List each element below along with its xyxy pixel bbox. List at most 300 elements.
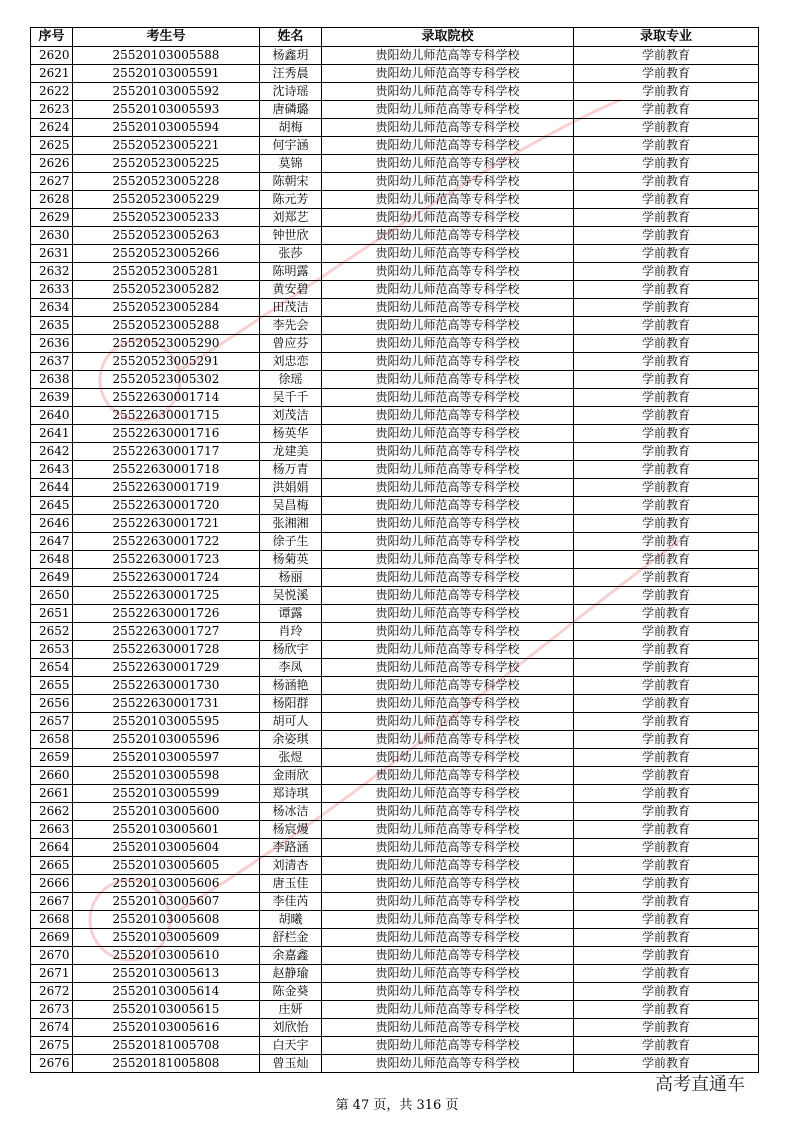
cell-seq: 2658	[31, 731, 73, 749]
cell-exam-id: 25522630001719	[73, 479, 260, 497]
table-row	[31, 1055, 759, 1073]
cell-exam-id: 25522630001723	[73, 551, 260, 569]
admission-table	[30, 27, 759, 1073]
cell-seq: 2632	[31, 263, 73, 281]
cell-seq: 2665	[31, 857, 73, 875]
cell-name: 钟世欣	[260, 227, 322, 245]
cell-seq: 2671	[31, 965, 73, 983]
cell-name: 吴千千	[260, 389, 322, 407]
cell-seq: 2633	[31, 281, 73, 299]
table-row	[31, 407, 759, 425]
cell-seq: 2664	[31, 839, 73, 857]
cell-school: 贵阳幼儿师范高等专科学校	[322, 1001, 574, 1019]
cell-name: 张煜	[260, 749, 322, 767]
cell-seq: 2623	[31, 101, 73, 119]
cell-seq: 2653	[31, 641, 73, 659]
cell-major: 学前教育	[574, 371, 759, 389]
cell-name: 吴悦溪	[260, 587, 322, 605]
cell-name: 舒栏金	[260, 929, 322, 947]
cell-school: 贵阳幼儿师范高等专科学校	[322, 407, 574, 425]
cell-exam-id: 25522630001730	[73, 677, 260, 695]
cell-major: 学前教育	[574, 587, 759, 605]
cell-exam-id: 25522630001721	[73, 515, 260, 533]
cell-name: 郑诗琪	[260, 785, 322, 803]
cell-seq: 2675	[31, 1037, 73, 1055]
table-row	[31, 965, 759, 983]
cell-exam-id: 25520523005228	[73, 173, 260, 191]
cell-school: 贵阳幼儿师范高等专科学校	[322, 821, 574, 839]
cell-seq: 2647	[31, 533, 73, 551]
cell-seq: 2646	[31, 515, 73, 533]
cell-school: 贵阳幼儿师范高等专科学校	[322, 785, 574, 803]
cell-major: 学前教育	[574, 803, 759, 821]
cell-seq: 2676	[31, 1055, 73, 1073]
cell-school: 贵阳幼儿师范高等专科学校	[322, 857, 574, 875]
cell-seq: 2659	[31, 749, 73, 767]
cell-seq: 2654	[31, 659, 73, 677]
cell-major: 学前教育	[574, 785, 759, 803]
cell-school: 贵阳幼儿师范高等专科学校	[322, 551, 574, 569]
table-row	[31, 245, 759, 263]
cell-major: 学前教育	[574, 677, 759, 695]
header-school: 录取院校	[322, 28, 574, 47]
cell-exam-id: 25522630001731	[73, 695, 260, 713]
table-row	[31, 479, 759, 497]
cell-school: 贵阳幼儿师范高等专科学校	[322, 479, 574, 497]
cell-exam-id: 25520103005591	[73, 65, 260, 83]
table-row	[31, 461, 759, 479]
table-row	[31, 929, 759, 947]
cell-major: 学前教育	[574, 1019, 759, 1037]
table-row	[31, 263, 759, 281]
cell-seq: 2641	[31, 425, 73, 443]
cell-name: 杨丽	[260, 569, 322, 587]
cell-major: 学前教育	[574, 155, 759, 173]
cell-seq: 2661	[31, 785, 73, 803]
cell-school: 贵阳幼儿师范高等专科学校	[322, 47, 574, 65]
cell-name: 肖玲	[260, 623, 322, 641]
table-row	[31, 533, 759, 551]
cell-school: 贵阳幼儿师范高等专科学校	[322, 461, 574, 479]
page-footer: 第 47 页，共 316 页	[335, 1098, 459, 1113]
cell-major: 学前教育	[574, 299, 759, 317]
table-row	[31, 371, 759, 389]
cell-exam-id: 25520103005596	[73, 731, 260, 749]
cell-major: 学前教育	[574, 443, 759, 461]
cell-school: 贵阳幼儿师范高等专科学校	[322, 605, 574, 623]
cell-name: 杨欣宇	[260, 641, 322, 659]
cell-seq: 2666	[31, 875, 73, 893]
cell-school: 贵阳幼儿师范高等专科学校	[322, 119, 574, 137]
cell-major: 学前教育	[574, 767, 759, 785]
cell-major: 学前教育	[574, 569, 759, 587]
cell-name: 刘忠恋	[260, 353, 322, 371]
cell-name: 黄安碧	[260, 281, 322, 299]
cell-seq: 2670	[31, 947, 73, 965]
cell-school: 贵阳幼儿师范高等专科学校	[322, 497, 574, 515]
cell-exam-id: 25522630001726	[73, 605, 260, 623]
cell-major: 学前教育	[574, 749, 759, 767]
cell-seq: 2630	[31, 227, 73, 245]
cell-major: 学前教育	[574, 929, 759, 947]
cell-exam-id: 25520103005597	[73, 749, 260, 767]
cell-exam-id: 25520181005808	[73, 1055, 260, 1073]
cell-school: 贵阳幼儿师范高等专科学校	[322, 101, 574, 119]
table-row	[31, 443, 759, 461]
cell-exam-id: 25520103005609	[73, 929, 260, 947]
cell-name: 李佳芮	[260, 893, 322, 911]
cell-name: 杨万青	[260, 461, 322, 479]
cell-major: 学前教育	[574, 947, 759, 965]
cell-major: 学前教育	[574, 1001, 759, 1019]
cell-major: 学前教育	[574, 263, 759, 281]
header-exam-id: 考生号	[73, 28, 260, 47]
cell-school: 贵阳幼儿师范高等专科学校	[322, 893, 574, 911]
cell-name: 陈朝宋	[260, 173, 322, 191]
cell-exam-id: 25520181005708	[73, 1037, 260, 1055]
cell-seq: 2620	[31, 47, 73, 65]
cell-name: 杨菊英	[260, 551, 322, 569]
cell-exam-id: 25522630001714	[73, 389, 260, 407]
cell-name: 徐子生	[260, 533, 322, 551]
cell-name: 唐玉佳	[260, 875, 322, 893]
cell-name: 徐瑶	[260, 371, 322, 389]
cell-major: 学前教育	[574, 191, 759, 209]
cell-seq: 2628	[31, 191, 73, 209]
cell-exam-id: 25520103005608	[73, 911, 260, 929]
cell-school: 贵阳幼儿师范高等专科学校	[322, 929, 574, 947]
cell-exam-id: 25520523005288	[73, 317, 260, 335]
table-row	[31, 155, 759, 173]
cell-school: 贵阳幼儿师范高等专科学校	[322, 587, 574, 605]
cell-school: 贵阳幼儿师范高等专科学校	[322, 533, 574, 551]
cell-major: 学前教育	[574, 515, 759, 533]
cell-school: 贵阳幼儿师范高等专科学校	[322, 677, 574, 695]
cell-name: 余姿琪	[260, 731, 322, 749]
cell-name: 汪秀晨	[260, 65, 322, 83]
table-row	[31, 677, 759, 695]
cell-name: 刘清杏	[260, 857, 322, 875]
cell-name: 白天宇	[260, 1037, 322, 1055]
cell-seq: 2625	[31, 137, 73, 155]
cell-name: 金雨欣	[260, 767, 322, 785]
cell-school: 贵阳幼儿师范高等专科学校	[322, 173, 574, 191]
cell-name: 刘茂洁	[260, 407, 322, 425]
table-header-row	[31, 28, 759, 47]
cell-exam-id: 25520103005593	[73, 101, 260, 119]
table-row	[31, 497, 759, 515]
cell-major: 学前教育	[574, 101, 759, 119]
cell-school: 贵阳幼儿师范高等专科学校	[322, 965, 574, 983]
cell-exam-id: 25522630001729	[73, 659, 260, 677]
cell-major: 学前教育	[574, 911, 759, 929]
cell-school: 贵阳幼儿师范高等专科学校	[322, 983, 574, 1001]
cell-school: 贵阳幼儿师范高等专科学校	[322, 839, 574, 857]
cell-exam-id: 25520523005263	[73, 227, 260, 245]
table-row	[31, 641, 759, 659]
cell-seq: 2627	[31, 173, 73, 191]
table-row	[31, 65, 759, 83]
cell-seq: 2660	[31, 767, 73, 785]
cell-exam-id: 25522630001717	[73, 443, 260, 461]
cell-school: 贵阳幼儿师范高等专科学校	[322, 281, 574, 299]
cell-exam-id: 25520103005606	[73, 875, 260, 893]
cell-name: 洪娟娟	[260, 479, 322, 497]
cell-major: 学前教育	[574, 983, 759, 1001]
admission-table-wrapper	[30, 27, 758, 1073]
cell-exam-id: 25520523005291	[73, 353, 260, 371]
cell-exam-id: 25520103005588	[73, 47, 260, 65]
table-row	[31, 821, 759, 839]
cell-seq: 2651	[31, 605, 73, 623]
cell-exam-id: 25520523005290	[73, 335, 260, 353]
cell-exam-id: 25520103005600	[73, 803, 260, 821]
cell-school: 贵阳幼儿师范高等专科学校	[322, 1019, 574, 1037]
header-name: 姓名	[260, 28, 322, 47]
cell-school: 贵阳幼儿师范高等专科学校	[322, 803, 574, 821]
table-row	[31, 1001, 759, 1019]
cell-exam-id: 25520103005610	[73, 947, 260, 965]
cell-school: 贵阳幼儿师范高等专科学校	[322, 227, 574, 245]
cell-name: 李先会	[260, 317, 322, 335]
header-major: 录取专业	[574, 28, 759, 47]
cell-seq: 2626	[31, 155, 73, 173]
cell-major: 学前教育	[574, 695, 759, 713]
cell-seq: 2673	[31, 1001, 73, 1019]
cell-exam-id: 25520103005595	[73, 713, 260, 731]
cell-major: 学前教育	[574, 1055, 759, 1073]
cell-name: 杨鑫玥	[260, 47, 322, 65]
table-row	[31, 1037, 759, 1055]
cell-exam-id: 25520103005598	[73, 767, 260, 785]
cell-name: 庄妍	[260, 1001, 322, 1019]
cell-school: 贵阳幼儿师范高等专科学校	[322, 443, 574, 461]
cell-major: 学前教育	[574, 137, 759, 155]
cell-major: 学前教育	[574, 893, 759, 911]
cell-major: 学前教育	[574, 389, 759, 407]
cell-major: 学前教育	[574, 65, 759, 83]
cell-seq: 2674	[31, 1019, 73, 1037]
cell-major: 学前教育	[574, 857, 759, 875]
cell-exam-id: 25522630001722	[73, 533, 260, 551]
cell-major: 学前教育	[574, 245, 759, 263]
cell-name: 杨宸熳	[260, 821, 322, 839]
cell-seq: 2655	[31, 677, 73, 695]
cell-major: 学前教育	[574, 227, 759, 245]
table-row	[31, 47, 759, 65]
cell-major: 学前教育	[574, 605, 759, 623]
table-body	[31, 47, 759, 1073]
cell-seq: 2648	[31, 551, 73, 569]
cell-school: 贵阳幼儿师范高等专科学校	[322, 1055, 574, 1073]
table-row	[31, 947, 759, 965]
cell-major: 学前教育	[574, 173, 759, 191]
cell-major: 学前教育	[574, 47, 759, 65]
cell-name: 胡可人	[260, 713, 322, 731]
cell-major: 学前教育	[574, 731, 759, 749]
table-row	[31, 713, 759, 731]
cell-name: 莫锦	[260, 155, 322, 173]
cell-exam-id: 25520103005599	[73, 785, 260, 803]
cell-school: 贵阳幼儿师范高等专科学校	[322, 83, 574, 101]
cell-seq: 2645	[31, 497, 73, 515]
table-row	[31, 569, 759, 587]
cell-seq: 2656	[31, 695, 73, 713]
table-row	[31, 209, 759, 227]
cell-major: 学前教育	[574, 875, 759, 893]
table-row	[31, 767, 759, 785]
cell-major: 学前教育	[574, 551, 759, 569]
cell-school: 贵阳幼儿师范高等专科学校	[322, 65, 574, 83]
table-row	[31, 875, 759, 893]
cell-school: 贵阳幼儿师范高等专科学校	[322, 389, 574, 407]
cell-name: 杨英华	[260, 425, 322, 443]
cell-major: 学前教育	[574, 623, 759, 641]
cell-name: 田茂洁	[260, 299, 322, 317]
cell-major: 学前教育	[574, 317, 759, 335]
cell-major: 学前教育	[574, 209, 759, 227]
cell-seq: 2636	[31, 335, 73, 353]
cell-seq: 2657	[31, 713, 73, 731]
cell-major: 学前教育	[574, 461, 759, 479]
table-row	[31, 623, 759, 641]
cell-exam-id: 25522630001728	[73, 641, 260, 659]
table-row	[31, 425, 759, 443]
cell-seq: 2624	[31, 119, 73, 137]
cell-seq: 2640	[31, 407, 73, 425]
cell-major: 学前教育	[574, 821, 759, 839]
cell-name: 何宇涵	[260, 137, 322, 155]
cell-major: 学前教育	[574, 119, 759, 137]
table-row	[31, 137, 759, 155]
cell-name: 曾玉灿	[260, 1055, 322, 1073]
cell-school: 贵阳幼儿师范高等专科学校	[322, 263, 574, 281]
cell-exam-id: 25520103005615	[73, 1001, 260, 1019]
cell-major: 学前教育	[574, 839, 759, 857]
cell-school: 贵阳幼儿师范高等专科学校	[322, 1037, 574, 1055]
cell-exam-id: 25520523005221	[73, 137, 260, 155]
cell-name: 刘郑艺	[260, 209, 322, 227]
cell-name: 沈诗瑶	[260, 83, 322, 101]
cell-major: 学前教育	[574, 353, 759, 371]
cell-name: 陈明露	[260, 263, 322, 281]
table-row	[31, 101, 759, 119]
cell-name: 杨冰洁	[260, 803, 322, 821]
cell-school: 贵阳幼儿师范高等专科学校	[322, 695, 574, 713]
table-row	[31, 83, 759, 101]
cell-major: 学前教育	[574, 659, 759, 677]
cell-name: 张莎	[260, 245, 322, 263]
cell-major: 学前教育	[574, 425, 759, 443]
cell-seq: 2629	[31, 209, 73, 227]
table-row	[31, 659, 759, 677]
cell-school: 贵阳幼儿师范高等专科学校	[322, 515, 574, 533]
cell-name: 吴昌梅	[260, 497, 322, 515]
cell-school: 贵阳幼儿师范高等专科学校	[322, 299, 574, 317]
table-row	[31, 281, 759, 299]
cell-seq: 2639	[31, 389, 73, 407]
table-row	[31, 173, 759, 191]
cell-exam-id: 25520103005614	[73, 983, 260, 1001]
cell-name: 张湘湘	[260, 515, 322, 533]
table-row	[31, 911, 759, 929]
cell-name: 余嘉鑫	[260, 947, 322, 965]
cell-name: 李路涵	[260, 839, 322, 857]
cell-exam-id: 25522630001716	[73, 425, 260, 443]
cell-seq: 2662	[31, 803, 73, 821]
cell-seq: 2642	[31, 443, 73, 461]
cell-name: 唐磷璐	[260, 101, 322, 119]
cell-seq: 2635	[31, 317, 73, 335]
header-seq: 序号	[31, 28, 73, 47]
cell-school: 贵阳幼儿师范高等专科学校	[322, 335, 574, 353]
table-row	[31, 1019, 759, 1037]
table-row	[31, 839, 759, 857]
cell-major: 学前教育	[574, 965, 759, 983]
cell-name: 龙建美	[260, 443, 322, 461]
cell-name: 谭露	[260, 605, 322, 623]
table-row	[31, 119, 759, 137]
table-row	[31, 515, 759, 533]
table-row	[31, 587, 759, 605]
cell-exam-id: 25522630001720	[73, 497, 260, 515]
cell-school: 贵阳幼儿师范高等专科学校	[322, 713, 574, 731]
cell-seq: 2649	[31, 569, 73, 587]
table-row	[31, 695, 759, 713]
cell-exam-id: 25520523005282	[73, 281, 260, 299]
cell-seq: 2672	[31, 983, 73, 1001]
table-row	[31, 605, 759, 623]
table-row	[31, 227, 759, 245]
cell-major: 学前教育	[574, 533, 759, 551]
cell-school: 贵阳幼儿师范高等专科学校	[322, 947, 574, 965]
cell-exam-id: 25520103005607	[73, 893, 260, 911]
cell-exam-id: 25522630001727	[73, 623, 260, 641]
table-row	[31, 299, 759, 317]
table-row	[31, 353, 759, 371]
cell-major: 学前教育	[574, 281, 759, 299]
cell-seq: 2667	[31, 893, 73, 911]
cell-school: 贵阳幼儿师范高等专科学校	[322, 749, 574, 767]
cell-exam-id: 25522630001724	[73, 569, 260, 587]
cell-seq: 2650	[31, 587, 73, 605]
table-row	[31, 389, 759, 407]
cell-exam-id: 25520103005616	[73, 1019, 260, 1037]
cell-exam-id: 25520103005594	[73, 119, 260, 137]
cell-major: 学前教育	[574, 641, 759, 659]
cell-exam-id: 25520523005229	[73, 191, 260, 209]
cell-seq: 2638	[31, 371, 73, 389]
cell-school: 贵阳幼儿师范高等专科学校	[322, 137, 574, 155]
cell-exam-id: 25520523005302	[73, 371, 260, 389]
table-row	[31, 335, 759, 353]
cell-exam-id: 25520523005284	[73, 299, 260, 317]
cell-seq: 2669	[31, 929, 73, 947]
cell-seq: 2631	[31, 245, 73, 263]
cell-school: 贵阳幼儿师范高等专科学校	[322, 245, 574, 263]
cell-school: 贵阳幼儿师范高等专科学校	[322, 317, 574, 335]
cell-major: 学前教育	[574, 335, 759, 353]
cell-seq: 2643	[31, 461, 73, 479]
cell-exam-id: 25520523005281	[73, 263, 260, 281]
cell-exam-id: 25520103005605	[73, 857, 260, 875]
cell-name: 赵静瑜	[260, 965, 322, 983]
table-row	[31, 551, 759, 569]
cell-school: 贵阳幼儿师范高等专科学校	[322, 353, 574, 371]
table-row	[31, 857, 759, 875]
table-row	[31, 803, 759, 821]
cell-name: 杨阳群	[260, 695, 322, 713]
